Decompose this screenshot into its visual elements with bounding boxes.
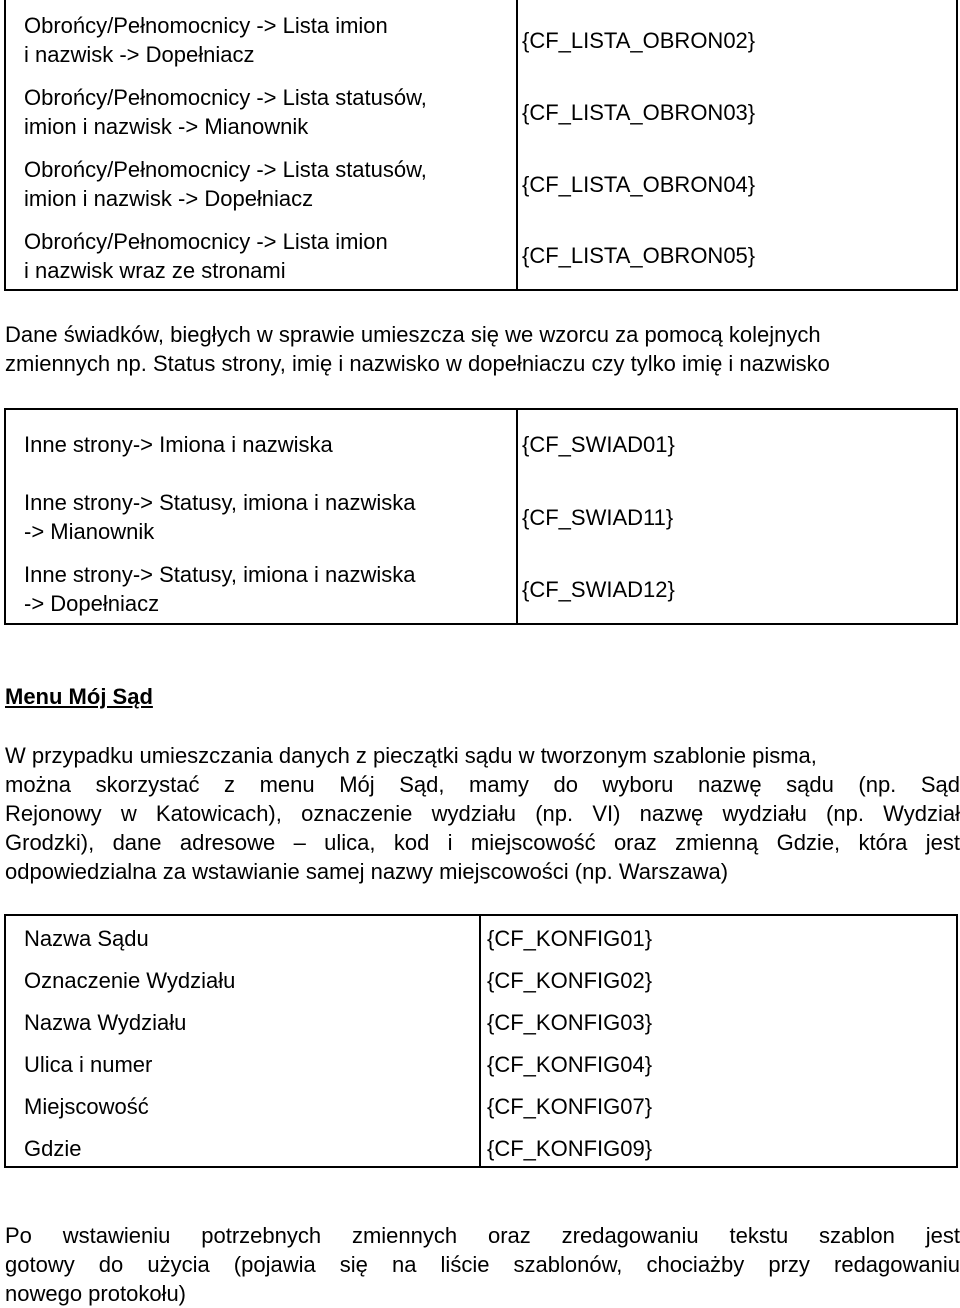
obron-row-2-label-line-2: imion i nazwisk -> Mianownik: [24, 114, 309, 139]
obron-row-4-value: {CF_LISTA_OBRON05}: [522, 243, 756, 268]
konfig-variables-table: [4, 914, 958, 1168]
swiad-row-2-label-line-1: Inne strony-> Statusy, imiona i nazwiska: [24, 490, 416, 515]
swiad-variables-table: [4, 408, 958, 625]
konfig-row-6-value: {CF_KONFIG09}: [487, 1136, 653, 1161]
obron-row-2-value: {CF_LISTA_OBRON03}: [522, 100, 756, 125]
swiad-label-cell: [5, 409, 517, 624]
konfig-row-4-label: Ulica i numer: [24, 1052, 153, 1077]
menu-paragraph-line-4: Grodzki), dane adresowe – ulica, kod i miejscowość oraz zmienną Gdzie, która jest: [5, 830, 960, 855]
swiad-row-2-value: {CF_SWIAD11}: [522, 505, 674, 530]
konfig-row-1-label: Nazwa Sądu: [24, 926, 149, 951]
obron-value-cell: [517, 0, 957, 290]
swiad-row-1-label-line-1: Inne strony-> Imiona i nazwiska: [24, 432, 333, 457]
obron-row-3-label-line-2: imion i nazwisk -> Dopełniacz: [24, 186, 314, 211]
swiad-row-2-label-line-2: -> Mianownik: [24, 519, 155, 544]
final-paragraph: [5, 1221, 960, 1308]
konfig-row-3-value: {CF_KONFIG03}: [487, 1010, 653, 1035]
swiad-row-3-label-line-2: -> Dopełniacz: [24, 591, 160, 616]
konfig-row-5-label: Miejscowość: [24, 1094, 149, 1119]
menu-paragraph-line-3: Rejonowy w Katowicach), oznaczenie wydziału (np. VI) nazwę wydziału (np. Wydział: [5, 801, 960, 826]
final-paragraph-line-3: nowego protokołu): [5, 1281, 187, 1306]
obron-variables-table: [4, 0, 958, 291]
konfig-row-1-value: {CF_KONFIG01}: [487, 926, 653, 951]
obron-row-1-label-line-1: Obrońcy/Pełnomocnicy -> Lista imion: [24, 13, 388, 38]
obron-label-cell: [5, 0, 517, 290]
konfig-row-3-label: Nazwa Wydziału: [24, 1010, 187, 1035]
swiad-row-3-label-line-1: Inne strony-> Statusy, imiona i nazwiska: [24, 562, 416, 587]
swiad-value-cell: [517, 409, 957, 624]
swiad-intro-line-1: Dane świadków, biegłych w sprawie umieszcza się we wzorcu za pomocą kolejnych: [5, 322, 821, 347]
menu-paragraph-line-1: W przypadku umieszczania danych z pieczątki sądu w tworzonym szablonie pisma,: [5, 743, 817, 768]
swiad-row-3-value: {CF_SWIAD12}: [522, 577, 675, 602]
konfig-value-cell: [480, 915, 957, 1167]
obron-row-1-value: {CF_LISTA_OBRON02}: [522, 28, 756, 53]
obron-row-3-value: {CF_LISTA_OBRON04}: [522, 172, 756, 197]
obron-row-2-label-line-1: Obrońcy/Pełnomocnicy -> Lista statusów,: [24, 85, 427, 110]
final-paragraph-line-2: gotowy do użycia (pojawia się na liście szablonów, chociażby przy redagowaniu: [5, 1252, 960, 1277]
konfig-row-2-label: Oznaczenie Wydziału: [24, 968, 236, 993]
final-paragraph-line-1: Po wstawieniu potrzebnych zmiennych oraz zredagowaniu tekstu szablon jest: [5, 1223, 960, 1248]
swiad-intro-line-2: zmiennych np. Status strony, imię i nazwisko w dopełniaczu czy tylko imię i nazwisko: [5, 351, 830, 376]
konfig-label-cell: [5, 915, 480, 1167]
konfig-row-4-value: {CF_KONFIG04}: [487, 1052, 653, 1077]
obron-row-4-label-line-2: i nazwisk wraz ze stronami: [24, 258, 286, 283]
konfig-row-5-value: {CF_KONFIG07}: [487, 1094, 653, 1119]
obron-row-3-label-line-1: Obrońcy/Pełnomocnicy -> Lista statusów,: [24, 157, 427, 182]
obron-row-1-label-line-2: i nazwisk -> Dopełniacz: [24, 42, 255, 67]
menu-paragraph-line-2: można skorzystać z menu Mój Sąd, mamy do wyboru nazwę sądu (np. Sąd: [5, 772, 960, 797]
konfig-row-6-label: Gdzie: [24, 1136, 82, 1161]
menu-moj-sad-heading: Menu Mój Sąd: [5, 684, 153, 709]
swiad-intro-paragraph: [5, 320, 960, 378]
menu-paragraph: [5, 741, 960, 886]
obron-row-4-label-line-1: Obrońcy/Pełnomocnicy -> Lista imion: [24, 229, 388, 254]
menu-paragraph-line-5: odpowiedzialna za wstawianie samej nazwy miejscowości (np. Warszawa): [5, 859, 729, 884]
konfig-row-2-value: {CF_KONFIG02}: [487, 968, 653, 993]
swiad-row-1-value: {CF_SWIAD01}: [522, 432, 675, 457]
